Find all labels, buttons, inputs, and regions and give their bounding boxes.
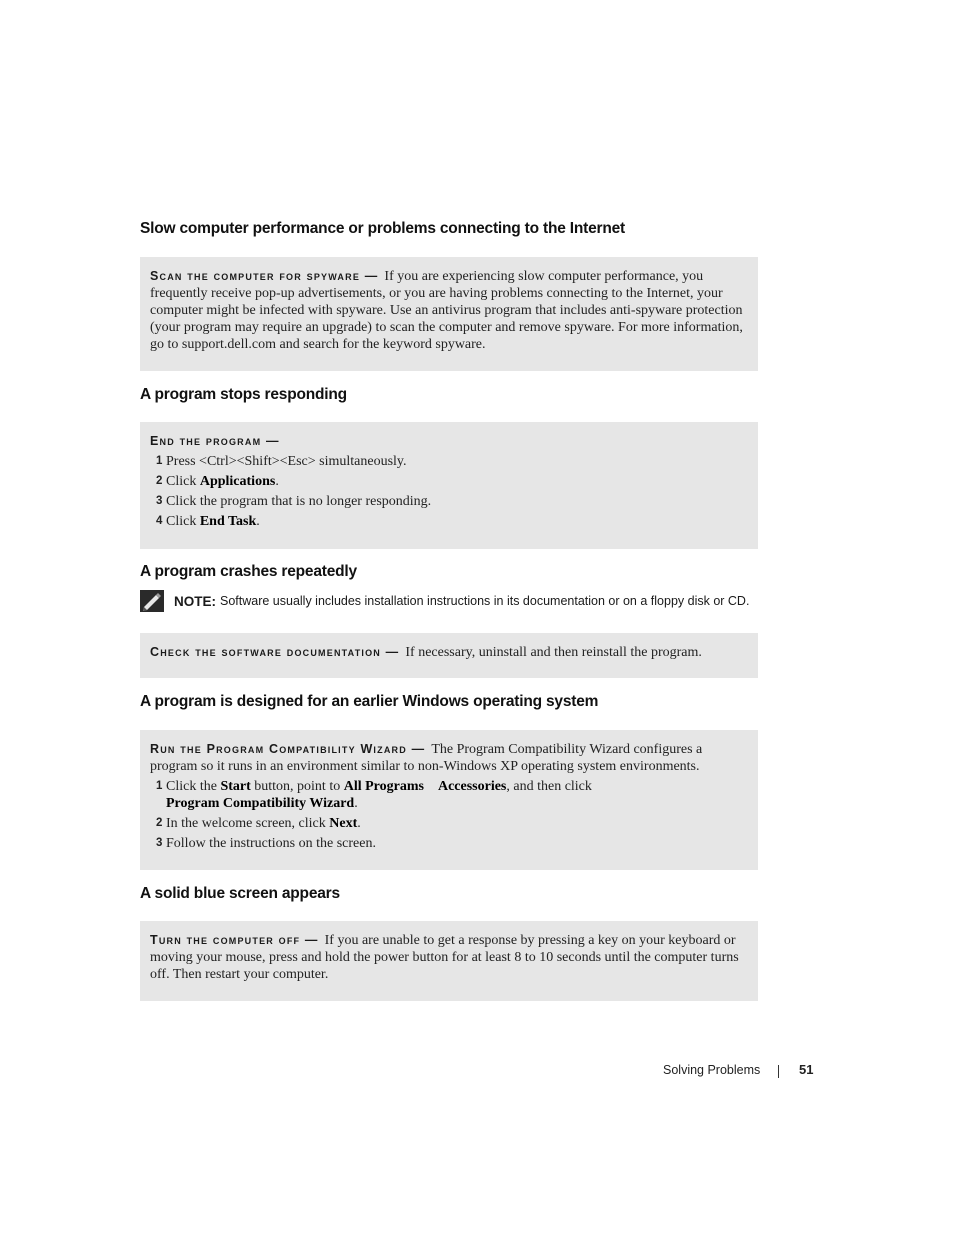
step-text: In the welcome screen, click — [166, 816, 330, 831]
scan-spyware-text: If you are experiencing slow computer performance, you frequently receive pop-up advertisements, or you are having problems connecting to the Internet, your computer might be infected with spyware. Use an antivirus program that includes anti-spyware protection (your program may require an upgrade) to scan the computer and remove spyware. For more information, go to support.dell.com and search for the keyword spyware. — [150, 269, 743, 352]
ui-term-all-programs: All Programs — [343, 779, 424, 794]
list-item — [150, 815, 748, 832]
heading-blue-screen: A solid blue screen appears — [140, 885, 340, 902]
step-text: Click the program that is no longer responding. — [166, 494, 432, 509]
list-item — [150, 835, 748, 852]
footer-divider — [778, 1065, 779, 1078]
step-text-end: . — [275, 474, 279, 489]
turn-off-paragraph — [150, 932, 748, 983]
box-compatibility-wizard — [140, 730, 758, 870]
step-text: Press <Ctrl><Shift><Esc> simultaneously. — [166, 454, 407, 469]
box-scan-spyware — [140, 257, 758, 371]
scan-spyware-paragraph — [150, 268, 748, 353]
heading-program-crashes: A program crashes repeatedly — [140, 563, 357, 580]
note-callout — [140, 589, 749, 613]
step-number: 3 — [156, 495, 163, 507]
heading-slow-performance: Slow computer performance or problems connecting to the Internet — [140, 220, 625, 237]
step-number: 4 — [156, 515, 163, 527]
footer-section-title: Solving Problems — [663, 1063, 761, 1077]
list-item — [150, 513, 748, 530]
note-text: Software usually includes installation instructions in its documentation or on a floppy disk or CD. — [220, 594, 750, 608]
ui-term-program-compat-wizard: Program Compatibility Wizard — [166, 796, 355, 811]
compat-steps — [150, 778, 748, 852]
lead-scan-spyware: Scan the computer for spyware — — [150, 269, 379, 283]
turn-off-text: If you are unable to get a response by pressing a key on your keyboard or moving your mouse, press and hold the power button for at least 8 to 10 seconds until the computer turns off. Then restart your computer. — [150, 933, 739, 982]
step-text-end: . — [256, 514, 260, 529]
step-text: Click — [166, 474, 200, 489]
list-item — [150, 493, 748, 510]
step-number: 1 — [156, 780, 163, 792]
step-number: 1 — [156, 455, 163, 467]
step-text-end: . — [357, 816, 361, 831]
list-item — [150, 778, 748, 812]
ui-term-start: Start — [220, 779, 251, 794]
lead-turn-off: Turn the computer off — — [150, 933, 319, 947]
box-turn-off — [140, 921, 758, 1001]
check-doc-paragraph — [150, 644, 748, 661]
pencil-note-icon — [140, 590, 164, 612]
compat-paragraph — [150, 741, 748, 775]
check-doc-text: If necessary, uninstall and then reinstall the program. — [405, 645, 702, 660]
ui-term-end-task: End Task — [199, 514, 257, 529]
step-text-mid: button, point to — [250, 779, 344, 794]
list-item — [150, 473, 748, 490]
step-text: Follow the instructions on the screen. — [166, 836, 376, 851]
lead-compatibility-wizard: Run the Program Compatibility Wizard — — [150, 742, 426, 756]
step-text: Click — [166, 514, 200, 529]
step-number: 2 — [156, 817, 163, 829]
page-footer — [640, 1062, 815, 1080]
list-item — [150, 453, 748, 470]
ui-term-applications: Applications — [199, 474, 276, 489]
page-number: 51 — [799, 1062, 814, 1077]
compat-intro-text: The Program Compatibility Wizard configures a program so it runs in an environment similar to non-Windows XP operating system environments. — [150, 742, 703, 774]
step-text: Click the — [166, 779, 221, 794]
step-text-end: . — [354, 796, 358, 811]
step-text-mid: , and then click — [506, 779, 592, 794]
ui-term-accessories: Accessories — [437, 779, 507, 794]
lead-end-program: End the program — — [150, 434, 280, 448]
step-number: 2 — [156, 475, 163, 487]
box-check-documentation — [140, 633, 758, 678]
lead-check-documentation: Check the software documentation — — [150, 645, 400, 659]
end-program-steps — [150, 453, 748, 530]
heading-earlier-windows: A program is designed for an earlier Windows operating system — [140, 693, 599, 710]
box-end-program — [140, 422, 758, 549]
ui-term-next: Next — [329, 816, 358, 831]
heading-program-stops: A program stops responding — [140, 386, 347, 403]
step-number: 3 — [156, 837, 163, 849]
end-program-lead-line — [150, 433, 748, 450]
note-label: NOTE: — [174, 593, 216, 609]
